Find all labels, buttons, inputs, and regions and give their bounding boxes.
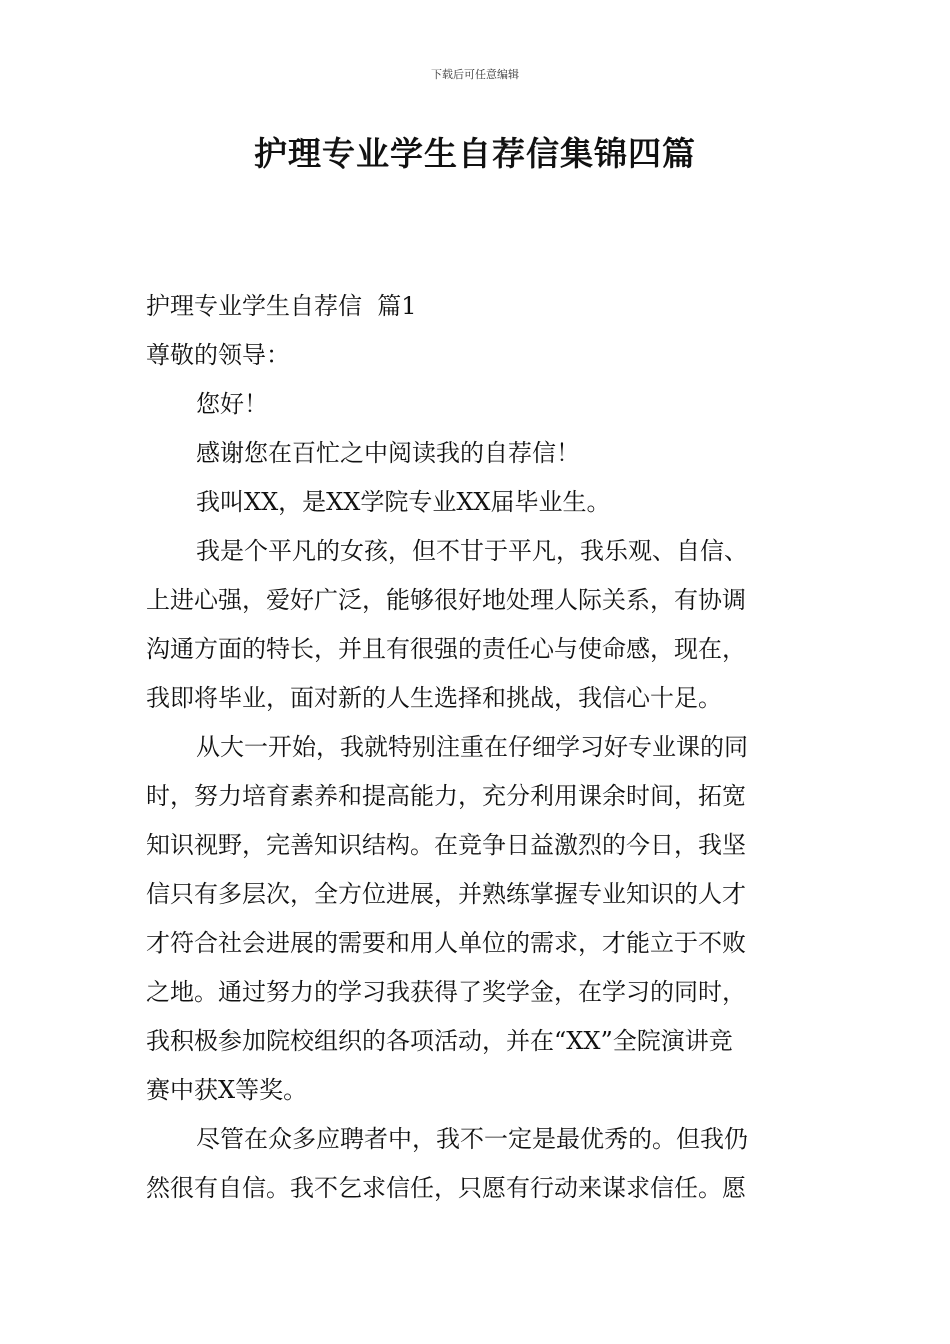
salutation: 尊敬的领导： [146, 341, 290, 369]
section-heading: 护理专业学生自荐信 篇1 [146, 292, 417, 320]
paragraph-line: 知识视野，完善知识结构。在竞争日益激烈的今日，我坚 [146, 831, 746, 859]
paragraph-line: 时，努力培育素养和提高能力，充分利用课余时间，拓宽 [146, 782, 746, 810]
paragraph-line: 然很有自信。我不乞求信任，只愿有行动来谋求信任。愿 [146, 1174, 746, 1202]
document-title: 护理专业学生自荐信集锦四篇 [254, 134, 696, 173]
paragraph-line: 赛中获X等奖。 [146, 1076, 308, 1104]
header-note: 下载后可任意编辑 [431, 68, 519, 81]
paragraph-2 [146, 723, 806, 1115]
thanks-line: 感谢您在百忙之中阅读我的自荐信！ [196, 439, 580, 467]
paragraph-line: 尽管在众多应聘者中，我不一定是最优秀的。但我仍 [196, 1125, 748, 1153]
paragraph-line: 沟通方面的特长，并且有很强的责任心与使命感，现在， [146, 635, 746, 663]
paragraph-line: 之地。通过努力的学习我获得了奖学金，在学习的同时， [146, 978, 746, 1006]
paragraph-line: 我是个平凡的女孩，但不甘于平凡，我乐观、自信、 [196, 537, 748, 565]
paragraph-3 [146, 1115, 806, 1213]
greeting: 您好！ [196, 390, 268, 418]
paragraph-line: 上进心强，爱好广泛，能够很好地处理人际关系，有协调 [146, 586, 746, 614]
paragraph-line: 才符合社会进展的需要和用人单位的需求，才能立于不败 [146, 929, 746, 957]
paragraph-line: 我积极参加院校组织的各项活动，并在“XX”全院演讲竞 [146, 1027, 733, 1055]
intro-line: 我叫XX，是XX学院专业XX届毕业生。 [196, 488, 611, 516]
paragraph-1 [146, 527, 806, 723]
letter-body [146, 282, 806, 1213]
paragraph-line: 信只有多层次，全方位进展，并熟练掌握专业知识的人才 [146, 880, 746, 908]
paragraph-line: 我即将毕业，面对新的人生选择和挑战，我信心十足。 [146, 684, 722, 712]
paragraph-line: 从大一开始，我就特别注重在仔细学习好专业课的同 [196, 733, 748, 761]
